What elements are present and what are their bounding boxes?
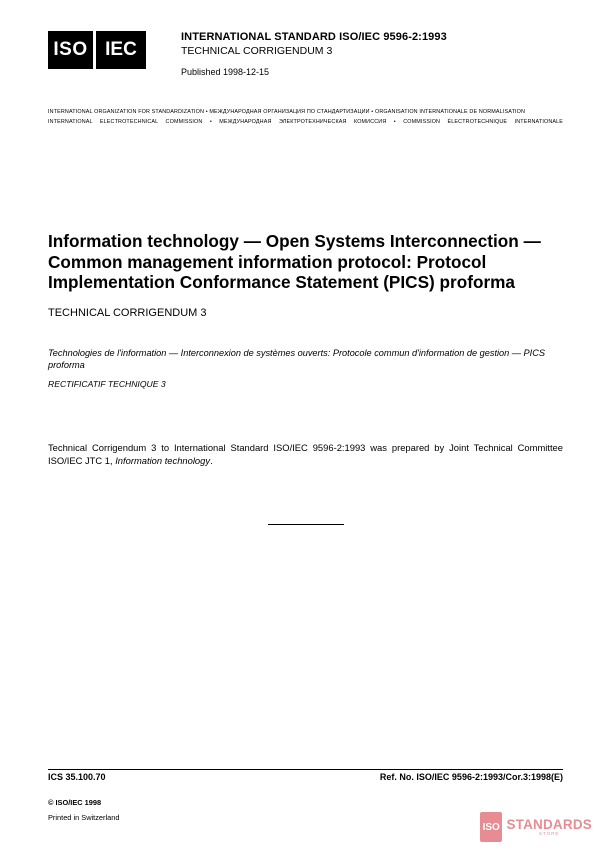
body-paragraph [48, 442, 563, 467]
iec-logo: IEC [96, 31, 146, 69]
printed-location: Printed in Switzerland [48, 813, 120, 822]
iso-iec-logo [48, 31, 146, 69]
separator-rule [268, 524, 344, 525]
published-date: Published 1998-12-15 [181, 67, 270, 77]
organizations-line-2: INTERNATIONAL ELECTROTECHNICAL COMMISSION • МЕЖДУНАРОДНАЯ ЭЛЕКТРОТЕХНИЧЕСКАЯ КОМИССИЯ • COMMISSION ÉLECTROTECHNIQUE INTERNATIONALE [48, 119, 563, 125]
watermark-badge: ISO [480, 812, 502, 842]
organizations-line-1: INTERNATIONAL ORGANIZATION FOR STANDARDIZATION • МЕЖДУНАРОДНАЯ ОРГАНИЗАЦИЯ ПО СТАНДАРТИЗАЦИИ • ORGANISATION INTERNATIONALE DE NORMALISATION [48, 109, 526, 115]
standard-title: INTERNATIONAL STANDARD ISO/IEC 9596-2:1993 [181, 31, 447, 43]
footer-divider [48, 769, 563, 770]
body-text-prefix: Technical Corrigendum 3 to International Standard ISO/IEC 9596-2:1993 was prepared by Joint Technical Committee ISO/IEC JTC 1, [48, 442, 563, 466]
body-text-suffix: . [210, 454, 213, 466]
french-corrigendum-label: RECTIFICATIF TECHNIQUE 3 [48, 379, 166, 389]
body-text-italic: Information technology [115, 454, 211, 466]
watermark-text: STANDARDS [506, 816, 592, 832]
reference-number: Ref. No. ISO/IEC 9596-2:1993/Cor.3:1998(E) [379, 772, 563, 782]
document-title: Information technology — Open Systems Interconnection — Common management information protocol: Protocol Implementation Conformance Statement (PICS) proforma [48, 231, 541, 292]
corrigendum-label: TECHNICAL CORRIGENDUM 3 [181, 45, 333, 57]
french-title: Technologies de l'information — Interconnexion de systèmes ouverts: Protocole commun d'information de gestion — PICS proforma [48, 348, 545, 370]
copyright: © ISO/IEC 1998 [48, 798, 102, 807]
iso-standards-store-watermark [480, 812, 592, 842]
technical-corrigendum-label: TECHNICAL CORRIGENDUM 3 [48, 307, 207, 319]
iso-logo: ISO [48, 31, 93, 69]
ics-code: ICS 35.100.70 [48, 772, 106, 782]
watermark-small-text: STORE [539, 831, 560, 836]
